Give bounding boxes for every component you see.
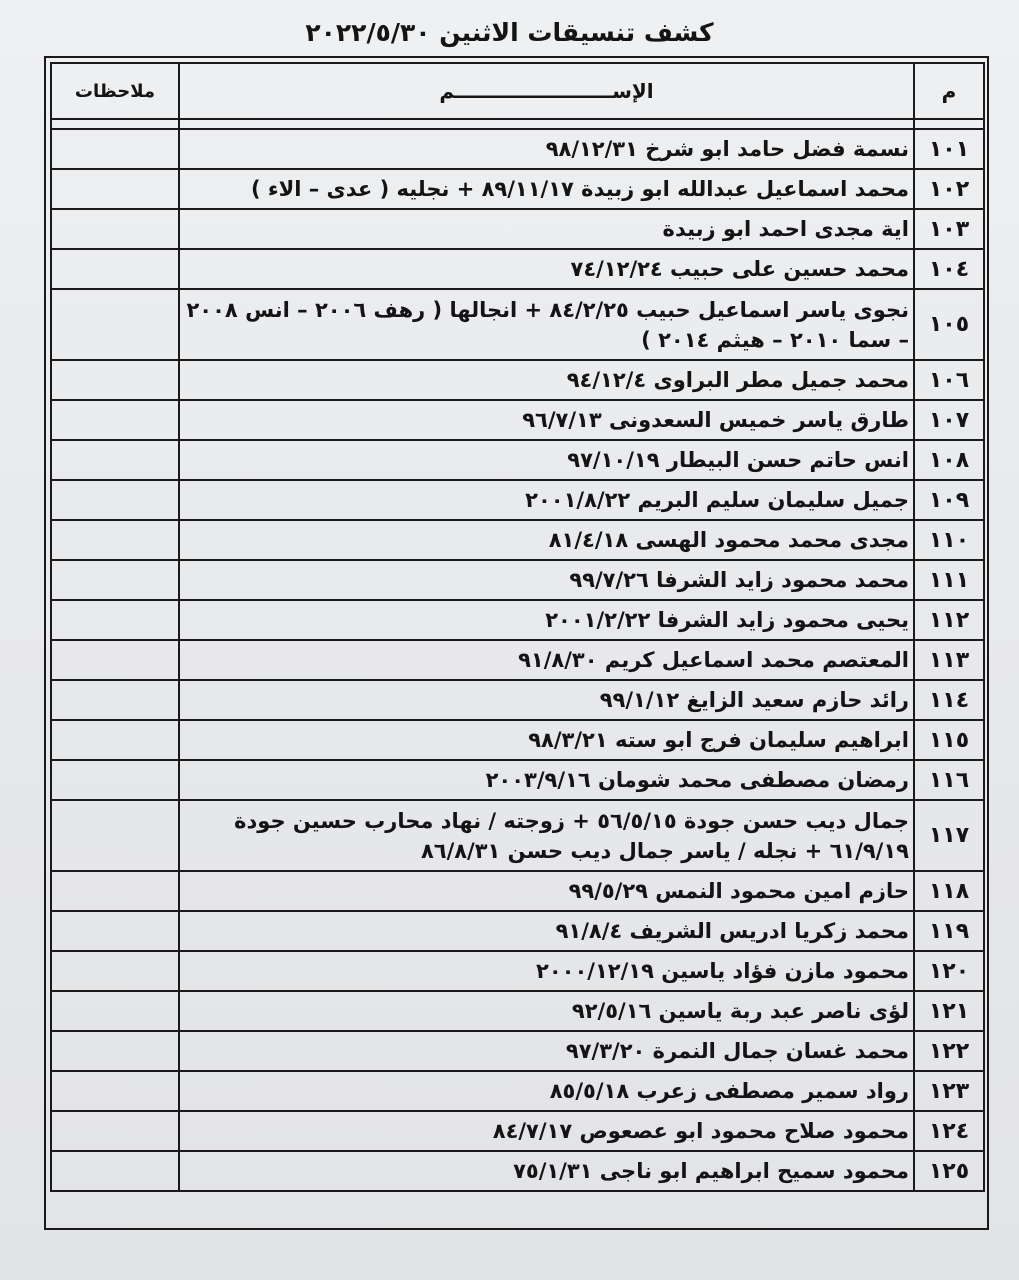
- row-number: ١٠٧: [914, 400, 984, 440]
- table-row: [51, 951, 984, 991]
- row-number: ١٢٣: [914, 1071, 984, 1111]
- row-number: ١٢٥: [914, 1151, 984, 1191]
- table-row: [51, 249, 984, 289]
- header-gap: [51, 119, 984, 129]
- row-name: يحيى محمود زايد الشرفا ٢٠٠١/٢/٢٢: [179, 600, 914, 640]
- row-number: ١٢٠: [914, 951, 984, 991]
- row-number: ١١٥: [914, 720, 984, 760]
- table-row: [51, 760, 984, 800]
- table-row: [51, 289, 984, 360]
- row-number: ١٠١: [914, 129, 984, 169]
- row-number: ١٢٤: [914, 1111, 984, 1151]
- row-notes: [51, 600, 179, 640]
- row-number: ١٠٥: [914, 289, 984, 360]
- row-number: ١٠٣: [914, 209, 984, 249]
- row-number: ١١٠: [914, 520, 984, 560]
- row-number: ١١٩: [914, 911, 984, 951]
- row-notes: [51, 400, 179, 440]
- row-notes: [51, 289, 179, 360]
- row-name: محمد غسان جمال النمرة ٩٧/٣/٢٠: [179, 1031, 914, 1071]
- row-name: نسمة فضل حامد ابو شرخ ٩٨/١٢/٣١: [179, 129, 914, 169]
- row-notes: [51, 480, 179, 520]
- row-name: رواد سمير مصطفى زعرب ٨٥/٥/١٨: [179, 1071, 914, 1111]
- row-name: جميل سليمان سليم البريم ٢٠٠١/٨/٢٢: [179, 480, 914, 520]
- row-number: ١١٣: [914, 640, 984, 680]
- table-row: [51, 871, 984, 911]
- table-row: [51, 800, 984, 871]
- table-row: [51, 520, 984, 560]
- header-name: الإســـــــــــــــــــــــم: [179, 63, 914, 119]
- table-row: [51, 1031, 984, 1071]
- row-name: محمود صلاح محمود ابو عصعوص ٨٤/٧/١٧: [179, 1111, 914, 1151]
- row-name: انس حاتم حسن البيطار ٩٧/١٠/١٩: [179, 440, 914, 480]
- row-name: اية مجدى احمد ابو زبيدة: [179, 209, 914, 249]
- table-row: [51, 129, 984, 169]
- row-number: ١٠٢: [914, 169, 984, 209]
- row-name: رمضان مصطفى محمد شومان ٢٠٠٣/٩/١٦: [179, 760, 914, 800]
- row-number: ١١٧: [914, 800, 984, 871]
- row-notes: [51, 991, 179, 1031]
- table-row: [51, 991, 984, 1031]
- table-row: [51, 360, 984, 400]
- row-number: ١١٤: [914, 680, 984, 720]
- row-name: المعتصم محمد اسماعيل كريم ٩١/٨/٣٠: [179, 640, 914, 680]
- row-notes: [51, 169, 179, 209]
- row-number: ١٠٨: [914, 440, 984, 480]
- row-name: محمد اسماعيل عبدالله ابو زبيدة ٨٩/١١/١٧ + نجليه ( عدى – الاء ): [179, 169, 914, 209]
- table-row: [51, 1151, 984, 1191]
- row-notes: [51, 360, 179, 400]
- table-row: [51, 1071, 984, 1111]
- row-number: ١١٦: [914, 760, 984, 800]
- row-notes: [51, 520, 179, 560]
- header-notes: ملاحظات: [51, 63, 179, 119]
- row-name: محمد جميل مطر البراوى ٩٤/١٢/٤: [179, 360, 914, 400]
- row-number: ١٢٢: [914, 1031, 984, 1071]
- row-notes: [51, 640, 179, 680]
- row-notes: [51, 800, 179, 871]
- row-number: ١٢١: [914, 991, 984, 1031]
- table-row: [51, 1111, 984, 1151]
- table-header-row: [51, 63, 984, 119]
- row-name: رائد حازم سعيد الزايغ ٩٩/١/١٢: [179, 680, 914, 720]
- table-row: [51, 440, 984, 480]
- row-name: طارق ياسر خميس السعدونى ٩٦/٧/١٣: [179, 400, 914, 440]
- row-notes: [51, 871, 179, 911]
- row-name: محمد زكريا ادريس الشريف ٩١/٨/٤: [179, 911, 914, 951]
- names-table: [50, 62, 985, 1192]
- row-name: لؤى ناصر عبد ربة ياسين ٩٢/٥/١٦: [179, 991, 914, 1031]
- row-name: محمود مازن فؤاد ياسين ٢٠٠٠/١٢/١٩: [179, 951, 914, 991]
- table-row: [51, 169, 984, 209]
- row-notes: [51, 1151, 179, 1191]
- table-row: [51, 720, 984, 760]
- row-name: محمود سميح ابراهيم ابو ناجى ٧٥/١/٣١: [179, 1151, 914, 1191]
- row-name: ابراهيم سليمان فرج ابو سته ٩٨/٣/٢١: [179, 720, 914, 760]
- row-number: ١١٨: [914, 871, 984, 911]
- row-number: ١١١: [914, 560, 984, 600]
- row-notes: [51, 560, 179, 600]
- row-name: حازم امين محمود النمس ٩٩/٥/٢٩: [179, 871, 914, 911]
- row-name: نجوى ياسر اسماعيل حبيب ٨٤/٢/٢٥ + انجالها ( رهف ٢٠٠٦ – انس ٢٠٠٨ – سما ٢٠١٠ – هيثم ٢٠١٤ ): [179, 289, 914, 360]
- table-row: [51, 560, 984, 600]
- row-notes: [51, 209, 179, 249]
- row-notes: [51, 440, 179, 480]
- row-notes: [51, 951, 179, 991]
- page-title: كشف تنسيقات الاثنين ٢٠٢٢/٥/٣٠: [305, 18, 714, 47]
- row-name: مجدى محمد محمود الهسى ٨١/٤/١٨: [179, 520, 914, 560]
- row-name: محمد محمود زايد الشرفا ٩٩/٧/٢٦: [179, 560, 914, 600]
- row-notes: [51, 760, 179, 800]
- row-notes: [51, 720, 179, 760]
- row-notes: [51, 1111, 179, 1151]
- table-row: [51, 911, 984, 951]
- table-row: [51, 600, 984, 640]
- table-row: [51, 640, 984, 680]
- header-number: م: [914, 63, 984, 119]
- row-number: ١٠٦: [914, 360, 984, 400]
- row-notes: [51, 1071, 179, 1111]
- table-row: [51, 400, 984, 440]
- row-name: جمال ديب حسن جودة ٥٦/٥/١٥ + زوجته / نهاد محارب حسين جودة ٦١/٩/١٩ + نجله / ياسر جمال ديب حسن ٨٦/٨/٣١: [179, 800, 914, 871]
- row-name: محمد حسين على حبيب ٧٤/١٢/٢٤: [179, 249, 914, 289]
- row-notes: [51, 129, 179, 169]
- row-number: ١٠٤: [914, 249, 984, 289]
- row-notes: [51, 680, 179, 720]
- table-row: [51, 480, 984, 520]
- row-notes: [51, 911, 179, 951]
- row-notes: [51, 249, 179, 289]
- row-number: ١٠٩: [914, 480, 984, 520]
- table-row: [51, 209, 984, 249]
- row-notes: [51, 1031, 179, 1071]
- row-number: ١١٢: [914, 600, 984, 640]
- table-row: [51, 680, 984, 720]
